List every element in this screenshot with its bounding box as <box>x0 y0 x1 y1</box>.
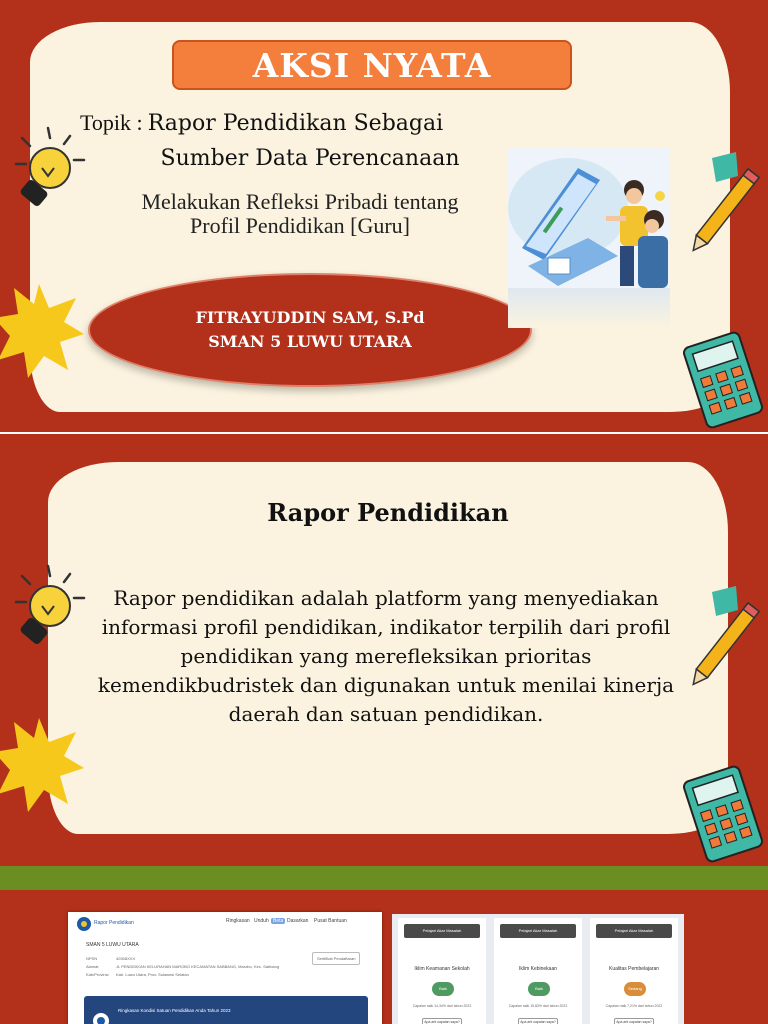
starburst-icon <box>0 282 84 378</box>
row-label: Alamat <box>86 964 99 969</box>
author-name: FITRAYUDDIN SAM, S.Pd <box>195 308 425 327</box>
lightbulb-icon <box>8 124 92 214</box>
status-badge: Sedang <box>624 982 646 996</box>
lightbulb-icon <box>8 562 92 652</box>
slide-2-body <box>96 584 676 729</box>
author-ellipse <box>88 273 532 387</box>
sticky-note-icon <box>712 152 738 182</box>
body-line: daerah dan satuan pendidikan. <box>228 702 544 726</box>
indicator-cards-screenshot <box>392 914 684 1024</box>
row-value: 40308XXX <box>116 956 136 961</box>
meaning-button[interactable]: Apa arti capaian saya? <box>518 1018 558 1024</box>
indicator-title: Iklim Kebinekaan <box>518 966 558 972</box>
summary-banner <box>84 996 368 1024</box>
school-name: SMAN 5 LUWU UTARA <box>208 332 412 351</box>
slide-2 <box>0 434 768 866</box>
nav-beta-badge: Beta <box>273 918 284 924</box>
body-line: kemendikbudristek dan digunakan untuk menilai kinerja <box>97 673 675 697</box>
summary-banner-text: Ringkasan Kondisi Satuan Pendidikan Anda Tahun 2023 <box>118 1008 231 1013</box>
indicator-title: Iklim Keamanan Sekolah <box>414 966 470 972</box>
body-line: informasi profil pendidikan, indikator terpilih dari profil <box>101 615 671 639</box>
status-badge: Baik <box>432 982 454 996</box>
root-cause-button[interactable]: Pelajari Akar Masalah <box>500 924 576 938</box>
nav-unduh[interactable]: Unduh <box>254 918 269 924</box>
indicator-title: Kualitas Pembelajaran <box>608 966 660 972</box>
root-cause-button[interactable]: Pelajari Akar Masalah <box>404 924 480 938</box>
nav-pusat-bantuan[interactable]: Pusat Bantuan <box>314 918 347 924</box>
rapor-logo-icon <box>76 916 92 932</box>
topic-label: Topik : <box>80 110 143 135</box>
row-value: Kab. Luwu Utara, Prov. Sulawesi Selatan <box>116 972 189 977</box>
status-badge: Baik <box>528 982 550 996</box>
indicator-card <box>494 918 582 1024</box>
meaning-button[interactable]: Apa arti capaian saya? <box>422 1018 462 1024</box>
slide-3 <box>0 890 768 1024</box>
sticky-note-icon <box>712 586 738 616</box>
rapor-logo-text: Rapor Pendidikan <box>94 920 134 926</box>
meaning-button[interactable]: Apa arti capaian saya? <box>614 1018 654 1024</box>
indicator-card <box>590 918 678 1024</box>
calculator-icon <box>680 764 766 864</box>
people-computer-illustration <box>508 148 670 328</box>
rapor-dashboard-screenshot <box>68 912 382 1024</box>
row-value: JL PENDIDIKAN KELURAHAN MAROBO KECAMATAN SABBANG, Marobo, Kec. Sabbang <box>116 964 280 969</box>
root-cause-button[interactable]: Pelajari Akar Masalah <box>596 924 672 938</box>
subtitle-line-1: Melakukan Refleksi Pribadi tentang <box>141 189 459 214</box>
subtitle-line-2: Profil Pendidikan [Guru] <box>190 213 410 238</box>
pencil-icon <box>682 152 764 252</box>
indicator-card <box>398 918 486 1024</box>
certificate-button[interactable]: Sertifikat Pendaftaran <box>312 952 360 965</box>
green-separator <box>0 866 768 890</box>
school-title: SMAN 5 LUWU UTARA <box>86 942 139 948</box>
topic-text-1: Rapor Pendidikan Sebagai <box>147 111 444 136</box>
body-line: Rapor pendidikan adalah platform yang menyediakan <box>113 586 659 610</box>
nav-dasarkan[interactable]: Dasarkan <box>287 918 309 924</box>
starburst-icon <box>0 716 84 812</box>
body-line: pendidikan yang merefleksikan prioritas <box>180 644 592 668</box>
indicator-note: Capaian naik 15,83% dari tahun 2022 <box>508 1004 568 1008</box>
row-label: Kab/Provinsi <box>86 972 109 977</box>
school-badge-icon <box>92 1012 110 1024</box>
slide-1 <box>0 0 768 432</box>
topic-text-2: Sumber Data Perencanaan <box>160 146 460 171</box>
slide-1-title: AKSI NYATA <box>172 40 572 90</box>
slide-2-title: Rapor Pendidikan <box>267 498 509 527</box>
calculator-icon <box>680 330 766 430</box>
row-label: NPSN <box>86 956 98 961</box>
topic-line <box>80 110 520 136</box>
pencil-icon <box>682 586 764 686</box>
nav-ringkasan[interactable]: Ringkasan <box>226 918 250 924</box>
indicator-note: Capaian naik 7,21% dari tahun 2022 <box>605 1004 663 1008</box>
indicator-note: Capaian naik 14,34% dari tahun 2022 <box>412 1004 472 1008</box>
